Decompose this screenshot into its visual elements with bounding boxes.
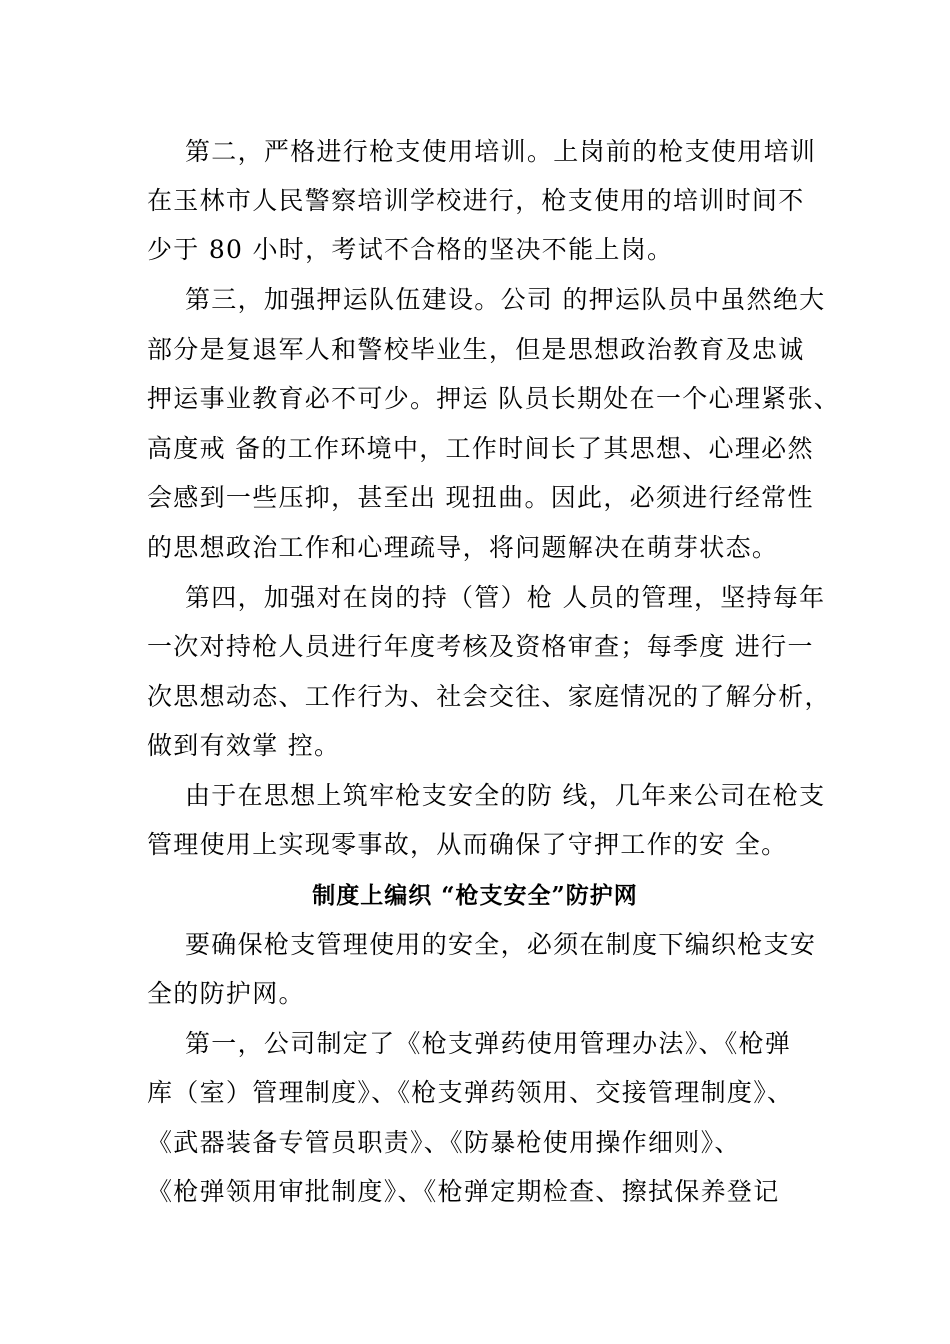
paragraph-3-line-4: 高度戒 备的工作环境中，工作时间长了其思想、心理必然: [147, 434, 814, 463]
paragraph-7-line-2: 库（室）管理制度》、《枪支弹药领用、交接管理制度》、: [147, 1078, 794, 1107]
paragraph-6-line-2: 全的防护网。: [147, 979, 305, 1008]
paragraph-4-line-2: 一次对持枪人员进行年度考核及资格审查；每季度 进行一: [147, 632, 814, 661]
paragraph-2-line-3: 少于 80 小时，考试不合格的坚决不能上岗。: [147, 235, 674, 264]
paragraph-5-line-1: 由于在思想上筑牢枪支安全的防 线，几年来公司在枪支: [185, 781, 826, 810]
paragraph-3-line-6: 的思想政治工作和心理疏导，将问题解决在萌芽状态。: [147, 533, 779, 562]
paragraph-4-line-4: 做到有效掌 控。: [147, 731, 341, 760]
paragraph-7-line-1: 第一，公司制定了《枪支弹药使用管理办法》、《枪弹: [185, 1029, 792, 1058]
paragraph-5-line-2: 管理使用上实现零事故，从而确保了守押工作的安 全。: [147, 830, 788, 859]
paragraph-3-line-1: 第三，加强押运队伍建设。公司 的押运队员中虽然绝大: [185, 285, 826, 314]
section-heading: 制度上编织 “枪支安全”防护网: [312, 882, 638, 909]
paragraph-4-line-1: 第四，加强对在岗的持（管）枪 人员的管理，坚持每年: [185, 583, 826, 612]
paragraph-2-line-1: 第二，严格进行枪支使用培训。上岗前的枪支使用培训: [185, 137, 817, 166]
paragraph-7-line-4: 《枪弹领用审批制度》、《枪弹定期检查、擦拭保养登记: [147, 1177, 780, 1206]
paragraph-7-line-3: 《武器装备专管员职责》、《防暴枪使用操作细则》、: [147, 1128, 741, 1157]
paragraph-3-line-3: 押运事业教育必不可少。押运 队员长期处在一个心理紧张、: [147, 384, 841, 413]
paragraph-4-line-3: 次思想动态、工作行为、社会交往、家庭情况的了解分析，: [147, 682, 831, 711]
paragraph-6-line-1: 要确保枪支管理使用的安全，必须在制度下编织枪支安: [185, 930, 817, 959]
paragraph-3-line-5: 会感到一些压抑，甚至出 现扭曲。因此，必须进行经常性: [147, 483, 814, 512]
paragraph-2-line-2: 在玉林市人民警察培训学校进行，枪支使用的培训时间不: [147, 186, 805, 215]
paragraph-3-line-2: 部分是复退军人和警校毕业生，但是思想政治教育及忠诚: [147, 335, 805, 364]
